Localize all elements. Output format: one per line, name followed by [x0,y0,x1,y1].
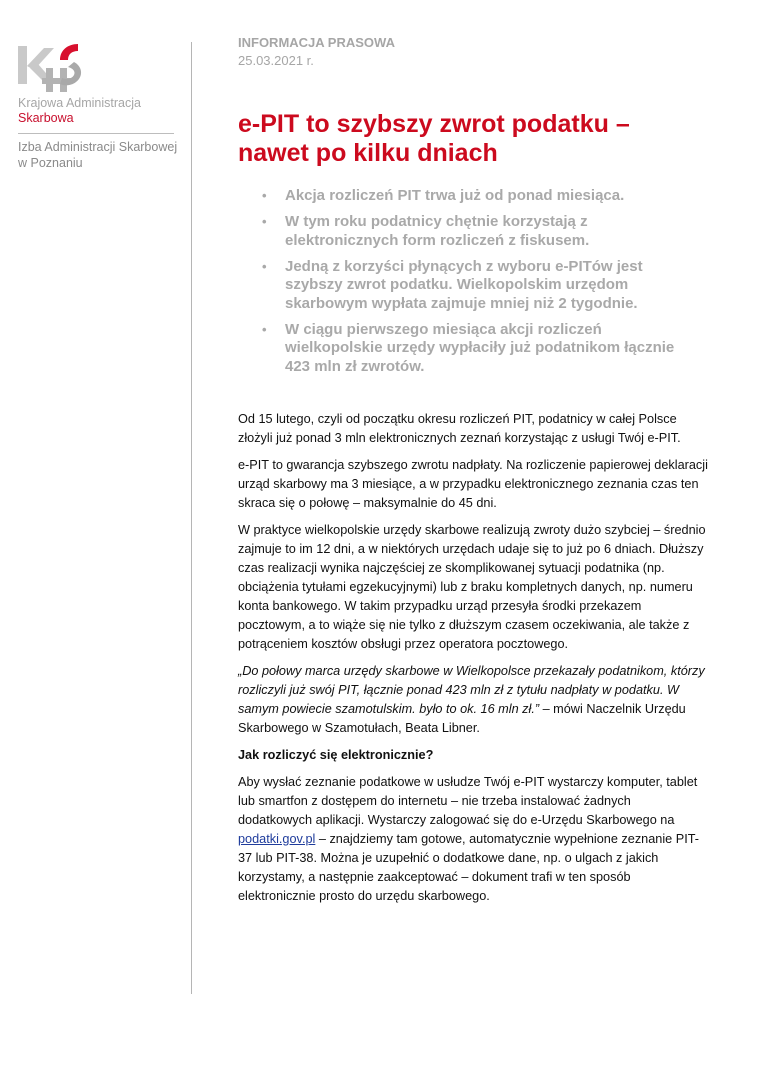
bullet-text: Jedną z korzyści płynących z wyboru e-PITów jest szybszy zwrot podatku. Wielkopolskim urzędom skarbowym wypłata zajmuje mniej niż 2 tygodnie. [285,257,643,312]
quote-attribution: – mówi Naczelnik Urzędu Skarbowego w Szamotułach, Beata Libner. [238,702,686,735]
section-heading: Jak rozliczyć się elektronicznie? [238,748,434,762]
bullet-icon: • [262,188,267,203]
document-type: INFORMACJA PRASOWA [238,35,395,50]
howto-text-after: – znajdziemy tam gotowe, automatycznie wypełnione zeznanie PIT-37 lub PIT-38. Można je uzupełnić o dodatkowe dane, np. o ulgach z jakich korzystamy, a następnie zaakceptować – dokument trafi w ten sposób elektronicznie prosto do urzędu skarbowego. [238,832,700,903]
howto-text-before: Aby wysłać zeznanie podatkowe w usłudze Twój e-PIT wystarczy komputer, tablet lub smartfon z dostępem do internetu – nie trzeba instalować żadnych dodatkowych aplikacji. Wystarczy zalogować się do e-Urzędu Skarbowego na [238,775,698,827]
org-name [18,96,141,126]
quote-text: „Do połowy marca urzędy skarbowe w Wielkopolsce przekazały podatnikom, którzy rozliczyli już swój PIT, łącznie ponad 423 mln zł z tytułu nadpłaty w podatku. W samym powiecie szamotulskim. było to ok. 16 mln zł.” [238,664,705,716]
paragraph-howto [238,773,708,906]
bullet-text: W ciągu pierwszego miesiąca akcji rozliczeń wielkopolskie urzędy wypłaciły już podatnikom łącznie 423 mln zł zwrotów. [285,320,675,375]
summary-bullets [262,187,692,384]
paragraph-intro: Od 15 lutego, czyli od początku okresu rozliczeń PIT, podatnicy w całej Polsce złożyli już ponad 3 mln elektronicznych zeznań korzystając z usługi Twój e-PIT. [238,412,681,445]
title-line1: e-PIT to szybszy zwrot podatku – [238,110,630,138]
page-title [238,110,678,168]
kas-logo [16,40,88,94]
paragraph-practice: W praktyce wielkopolskie urzędy skarbowe realizują zwroty dużo szybciej – średnio zajmuje to im 12 dni, a w niektórych urzędach udaje się to już po 6 dniach. Dłuższy czas realizacji wynika najczęściej ze skomplikowanej sytuacji podatnika (np. obciążenia tytułami egzekucyjnymi) lub z braku kompletnych danych, np. numeru konta bankowego. W takim przypadku urząd przesyła środki przekazem pocztowym, a to wiąże się nie tylko z dłuższym czasem oczekiwania, ale także z potrąceniem kosztów obsługi przez operatora pocztowego. [238,523,706,651]
paragraph-quote [238,662,708,738]
article-body [238,410,708,914]
summary-bullet [262,321,692,377]
document-date: 25.03.2021 r. [238,53,314,68]
org-subunit-line1: Izba Administracji Skarbowej [18,140,178,154]
org-subunit-line2: w Poznaniu [18,156,83,170]
org-divider [18,133,174,134]
vertical-divider [191,42,192,994]
org-name-line2: Skarbowa [18,111,74,125]
summary-bullet [262,213,692,250]
podatki-link[interactable]: podatki.gov.pl [238,832,316,846]
bullet-icon: • [262,321,267,337]
paragraph-guarantee: e-PIT to gwarancja szybszego zwrotu nadpłaty. Na rozliczenie papierowej deklaracji urząd skarbowy ma 3 miesiące, a w przypadku elektronicznego zeznania czas ten skraca się o połowę – maksymalnie do 45 dni. [238,458,708,510]
document-header [238,34,395,70]
bullet-icon: • [262,258,267,274]
bullet-icon: • [262,214,267,229]
summary-bullet [262,187,692,206]
bullet-text: Akcja rozliczeń PIT trwa już od ponad miesiąca. [285,187,625,204]
org-name-line1: Krajowa Administracja [18,96,141,110]
title-line2: nawet po kilku dniach [238,139,498,167]
bullet-text: W tym roku podatnicy chętnie korzystają z elektronicznych form rozliczeń z fiskusem. [285,213,590,249]
summary-bullet [262,258,692,314]
org-subunit [18,139,177,171]
